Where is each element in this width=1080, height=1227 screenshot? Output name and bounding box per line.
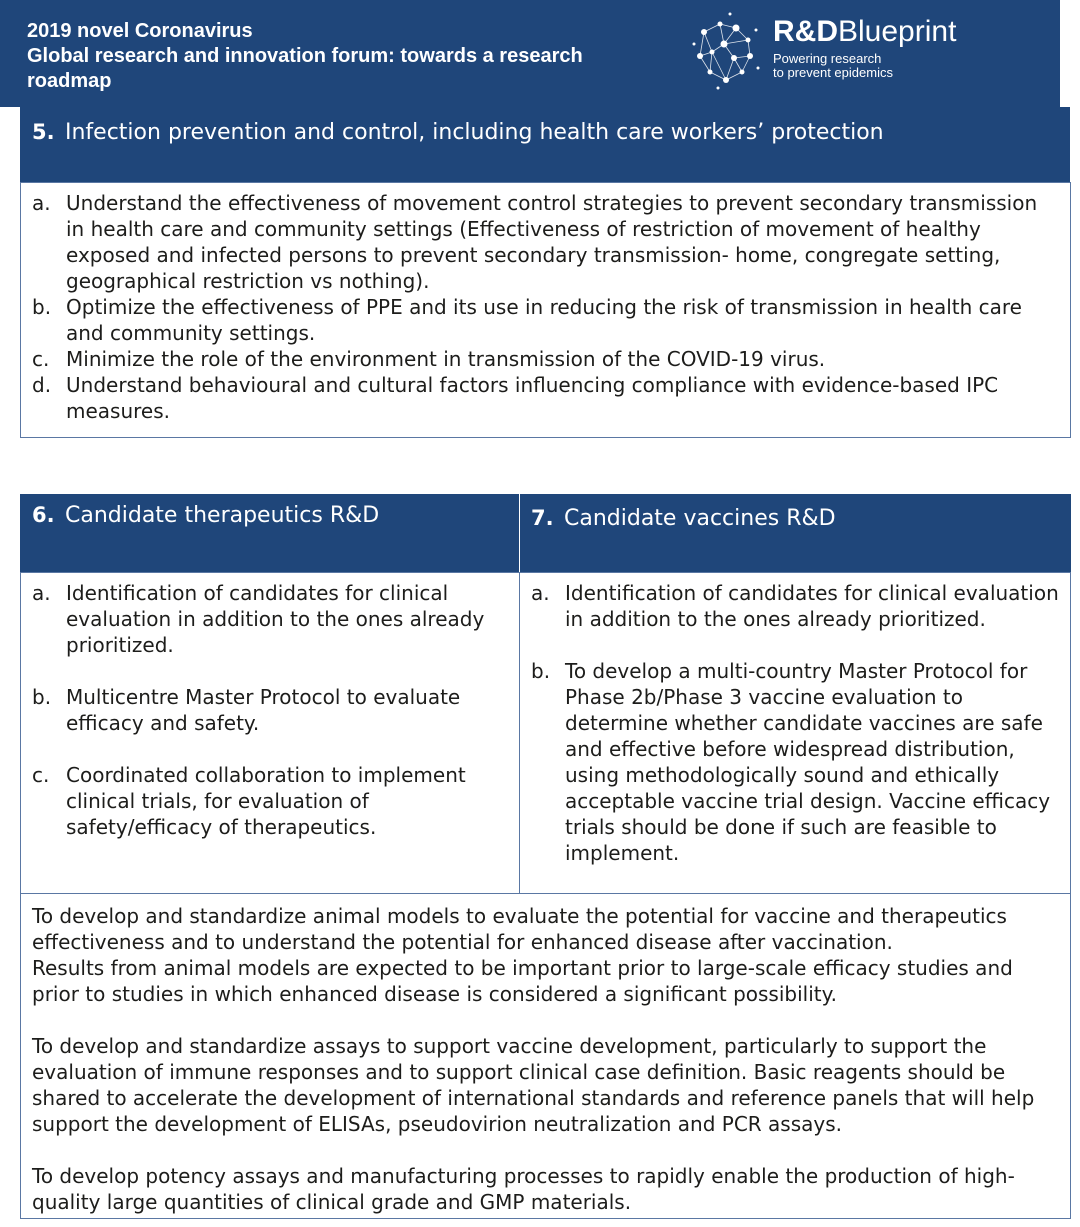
list-letter: d. <box>32 373 52 397</box>
list-text: Multicentre Master Protocol to evaluate efficacy and safety. <box>66 685 461 735</box>
list-item <box>21 190 1060 294</box>
assays-paragraph: To develop and standardize assays to support vaccine development, particularly to support the evaluation of immune responses and to support clinical case definition. Basic reagents should be shared to accelerate the development of international standards and reference panels that will help support the development of ELISAs, pseudovirion neutralization and PCR assays. <box>32 1034 1035 1136</box>
list-text: Optimize the effectiveness of PPE and its use in reducing the risk of transmission in health care and community settings. <box>66 295 1022 345</box>
list-text: Minimize the role of the environment in transmission of the COVID-19 virus. <box>66 347 826 371</box>
shared-research-box <box>20 893 1071 1219</box>
title-line-3: roadmap <box>27 70 112 92</box>
animal-models-paragraph: To develop and standardize animal models to evaluate the potential for vaccine and therapeutics effectiveness and to understand the potential for enhanced disease after vaccination. <box>32 904 1007 954</box>
document-title <box>27 19 647 94</box>
tagline-line-1: Powering research <box>773 51 882 66</box>
section-6-body <box>20 572 520 894</box>
list-text: Understand the effectiveness of movement control strategies to prevent secondary transmission in health care and community settings (Effectiveness of restriction of movement of healthy exposed and infected persons to prevent secondary transmission- home, congregate setting, geographical restriction vs nothing). <box>66 191 1038 293</box>
list-item <box>21 762 512 840</box>
brand-name <box>773 14 956 50</box>
page-header <box>0 0 1060 107</box>
rd-blueprint-logo <box>773 14 956 80</box>
section-7-list <box>520 580 1062 866</box>
list-letter: a. <box>32 191 51 215</box>
section-5-body <box>20 182 1071 438</box>
section-7-title: Candidate vaccines R&D <box>564 506 836 531</box>
list-text: Coordinated collaboration to implement clinical trials, for evaluation of safety/efficacy of therapeutics. <box>66 763 466 839</box>
title-line-1: 2019 novel Coronavirus <box>27 20 253 42</box>
tagline-line-2: to prevent epidemics <box>773 65 893 80</box>
list-text: Identification of candidates for clinical evaluation in addition to the ones already prioritized. <box>66 581 485 657</box>
list-letter: a. <box>531 581 550 605</box>
brand-bold: R&D <box>773 15 838 48</box>
network-globe-icon <box>690 10 762 90</box>
list-letter: b. <box>32 295 52 319</box>
list-letter: c. <box>32 763 50 787</box>
section-5-number: 5. <box>32 120 55 144</box>
list-letter: b. <box>531 659 551 683</box>
list-item <box>21 372 1060 424</box>
section-7-body <box>519 572 1071 894</box>
animal-models-results-paragraph: Results from animal models are expected to be important prior to large-scale efficacy studies and prior to studies in which enhanced disease is considered a significant possibility. <box>32 956 1013 1006</box>
section-5-title: Infection prevention and control, including health care workers’ protection <box>65 120 884 145</box>
list-text: Understand behavioural and cultural factors influencing compliance with evidence-based IPC measures. <box>66 373 999 423</box>
list-letter: b. <box>32 685 52 709</box>
brand-tagline <box>773 52 956 80</box>
list-item <box>21 580 512 658</box>
brand-light: Blueprint <box>838 15 957 48</box>
list-item <box>21 346 1060 372</box>
section-7-header <box>520 494 1071 572</box>
section-6-list <box>21 580 512 840</box>
section-6-header <box>20 494 519 572</box>
section-5-list <box>21 190 1060 424</box>
section-5-header <box>20 107 1070 182</box>
potency-assays-paragraph: To develop potency assays and manufacturing processes to rapidly enable the production of high-quality large quantities of clinical grade and GMP materials. <box>32 1164 1015 1214</box>
section-7-number: 7. <box>531 506 554 530</box>
list-item <box>21 684 512 736</box>
section-6-number: 6. <box>32 503 55 527</box>
list-item <box>21 294 1060 346</box>
list-text: Identification of candidates for clinical evaluation in addition to the ones already prioritized. <box>565 581 1059 631</box>
list-item <box>520 580 1062 632</box>
section-6-title: Candidate therapeutics R&D <box>65 503 380 528</box>
title-line-2: Global research and innovation forum: towards a research <box>27 45 583 67</box>
list-letter: c. <box>32 347 50 371</box>
list-letter: a. <box>32 581 51 605</box>
list-item <box>520 658 1062 866</box>
list-text: To develop a multi-country Master Protocol for Phase 2b/Phase 3 vaccine evaluation to determine whether candidate vaccines are safe and effective before widespread distribution, using methodologically sound and ethically acceptable vaccine trial design. Vaccine efficacy trials should be done if such are feasible to implement. <box>565 659 1051 865</box>
